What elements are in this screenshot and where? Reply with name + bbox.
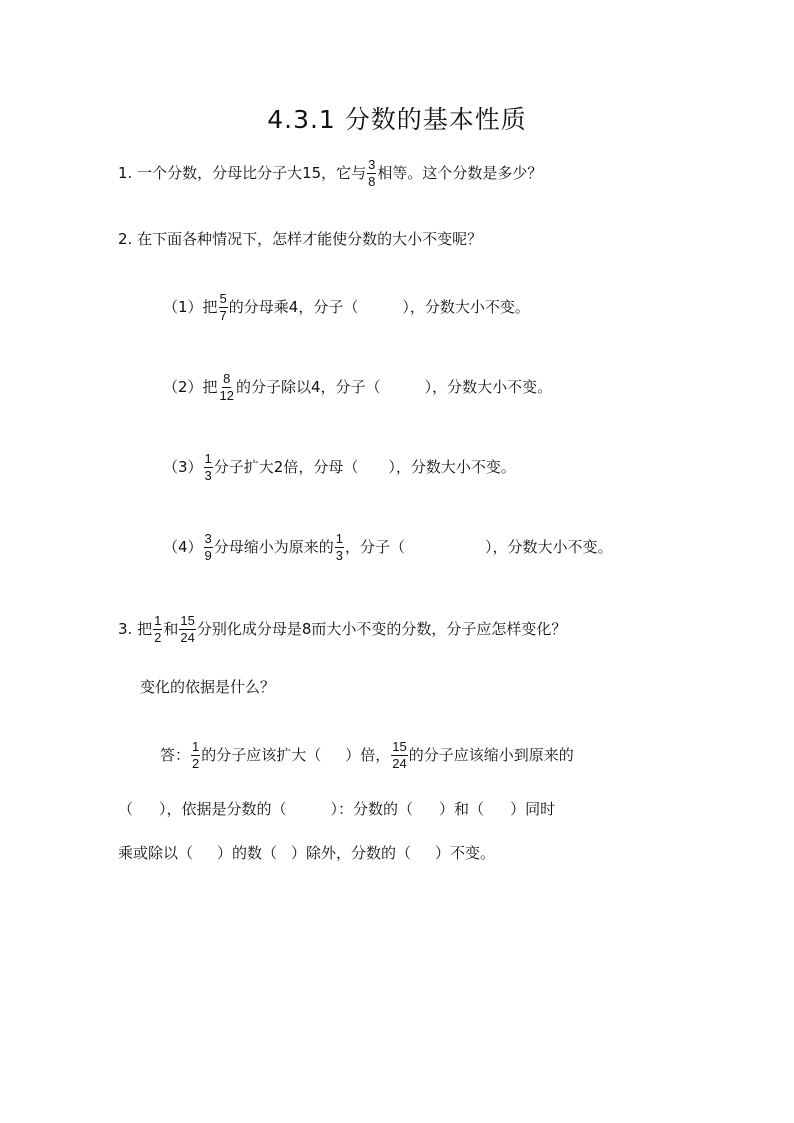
answer-line2-part: ），依据是分数的（	[159, 800, 287, 818]
fraction-numerator: 1	[204, 451, 212, 466]
q2-item-2-mid: 的分子除以4，分子（	[236, 377, 381, 396]
q2-item-4	[163, 532, 613, 562]
q2-item-1-mid: 的分母乘4，分子（	[228, 297, 359, 316]
q2-item-3-after: ），分数大小不变。	[388, 457, 516, 476]
q3-fraction-2	[179, 614, 195, 644]
question-1	[118, 158, 542, 188]
fraction-numerator: 1	[192, 739, 200, 754]
answer-line2-part: （	[118, 800, 134, 818]
answer-label: 答：	[160, 745, 191, 764]
q3-fraction-1	[153, 614, 162, 644]
answer-line3-part: ）不变。	[435, 844, 496, 862]
fraction-numerator: 15	[180, 613, 195, 628]
q2-item-3-before: （3）	[163, 457, 203, 476]
fraction-denominator: 12	[219, 387, 235, 403]
answer-fraction-1	[191, 740, 200, 770]
fraction-denominator: 2	[192, 755, 200, 771]
q2-item-2-before: （2）把	[163, 377, 218, 396]
q2-item-2	[163, 372, 552, 402]
q2-item-2-fraction	[219, 372, 235, 402]
fraction-denominator: 7	[219, 307, 227, 323]
fraction-denominator: 24	[180, 629, 195, 645]
answer-fraction-2	[391, 740, 407, 770]
q2-item-1-before: （1）把	[163, 297, 218, 316]
answer-line2-part: ）同时	[510, 800, 556, 818]
q1-text-after: 相等。这个分数是多少？	[377, 163, 543, 182]
q2-item-4-fraction	[204, 532, 213, 562]
answer-text-mid2: ）倍，	[345, 745, 391, 764]
q2-item-4-after: ），分数大小不变。	[485, 537, 613, 556]
fraction-denominator: 8	[368, 173, 376, 189]
fraction-denominator: 3	[204, 467, 212, 483]
q1-fraction	[367, 158, 376, 188]
fraction-denominator: 2	[154, 629, 162, 645]
q3-answer-line-2	[118, 802, 555, 817]
fraction-numerator: 8	[223, 371, 231, 386]
fraction-denominator: 24	[392, 755, 407, 771]
fraction-numerator: 1	[154, 613, 162, 628]
q2-item-1	[163, 292, 530, 322]
q3-text-before: 3. 把	[118, 619, 153, 638]
q2-item-2-after: ），分数大小不变。	[424, 377, 553, 396]
question-2	[118, 232, 482, 247]
fraction-denominator: 3	[335, 547, 344, 563]
q2-item-4-mid2: ，分子（	[345, 537, 406, 556]
fraction-numerator: 1	[335, 531, 344, 546]
q3-answer-line-3	[118, 846, 495, 861]
answer-text-mid1: 的分子应该扩大（	[201, 745, 322, 764]
answer-line3-part: 乘或除以（	[118, 844, 194, 862]
answer-line2-part: ）和（	[439, 800, 485, 818]
answer-line2-part: ）：分数的（	[330, 800, 414, 818]
q2-item-4-before: （4）	[163, 537, 203, 556]
q3-line-2-text: 变化的依据是什么？	[140, 678, 276, 696]
q2-item-1-after: ），分数大小不变。	[402, 297, 530, 316]
q2-item-1-fraction	[219, 292, 228, 322]
fraction-denominator: 9	[204, 547, 212, 563]
q2-item-3-mid: 分子扩大2倍，分母（	[213, 457, 359, 476]
answer-text-after: 的分子应该缩小到原来的	[408, 745, 574, 764]
answer-line3-part: ）的数（	[217, 844, 278, 862]
fraction-numerator: 3	[368, 157, 376, 172]
q2-item-4-mid: 分母缩小为原来的	[213, 537, 334, 556]
answer-line3-part: ）除外，分数的（	[291, 844, 412, 862]
fraction-numerator: 3	[204, 531, 212, 546]
page-title: 4.3.1 分数的基本性质	[267, 105, 527, 134]
q2-item-3-fraction	[204, 452, 213, 482]
q2-text: 2. 在下面各种情况下，怎样才能使分数的大小不变呢？	[118, 230, 483, 248]
q1-text-before: 1. 一个分数，分母比分子大15，它与	[118, 163, 367, 182]
q2-item-4-fraction-2	[335, 532, 344, 562]
fraction-numerator: 5	[219, 291, 227, 306]
q3-text-after: 分别化成分母是8而大小不变的分数，分子应怎样变化？	[196, 619, 567, 638]
q2-item-3	[163, 452, 516, 482]
q3-line-2	[140, 680, 275, 695]
q3-text-mid: 和	[163, 619, 179, 638]
fraction-numerator: 15	[392, 739, 407, 754]
q3-answer-line-1	[160, 740, 574, 770]
question-3	[118, 614, 566, 644]
